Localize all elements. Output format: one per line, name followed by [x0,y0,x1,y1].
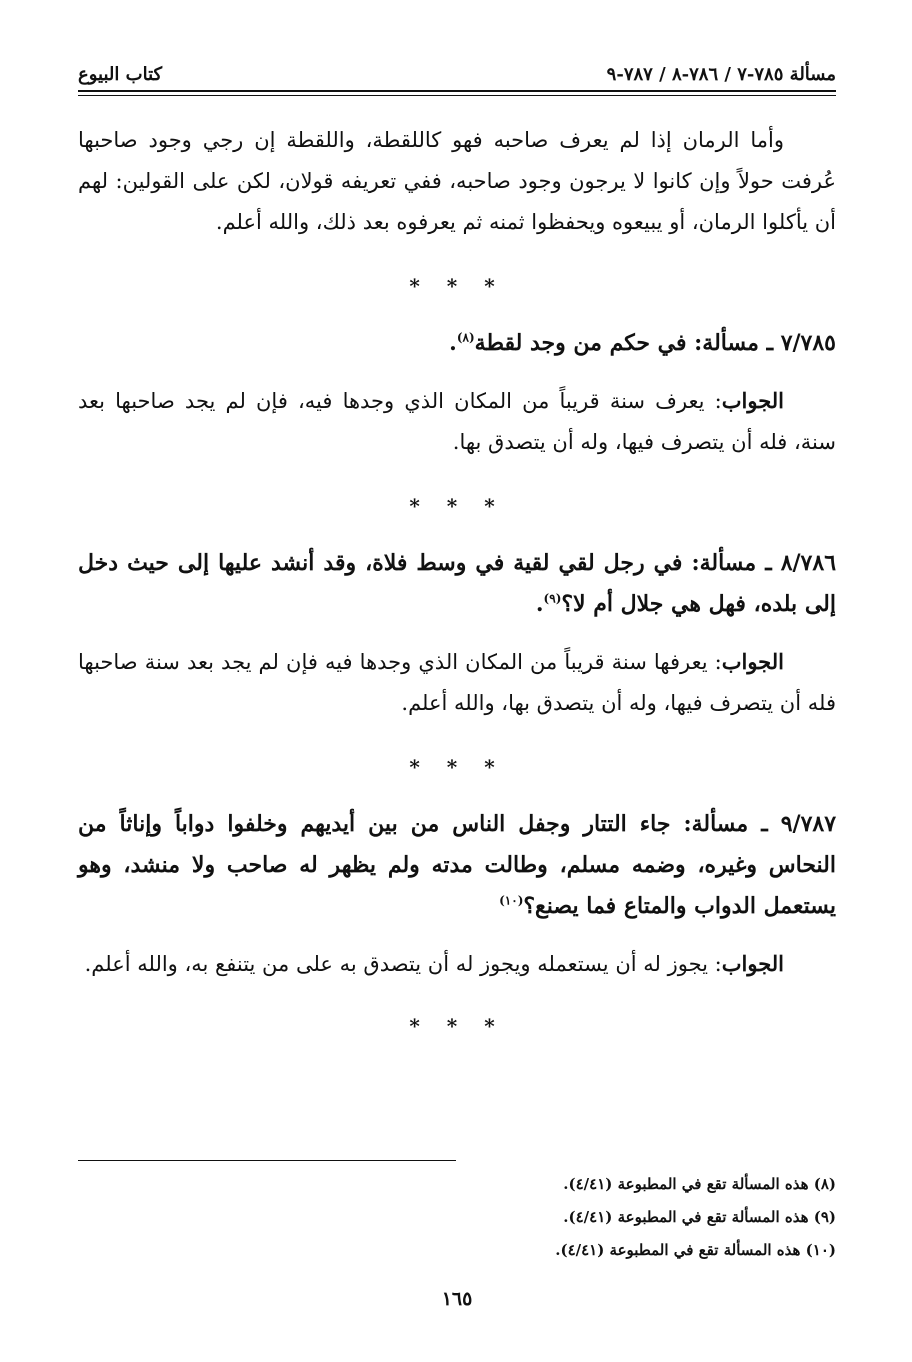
question-label: مسألة [691,811,749,837]
answer-785: الجواب: يعرف سنة قريباً من المكان الذي وجدها فيه، فإن لم يجد صاحبها بعد سنة، فله أن يتصرف فيها، وله أن يتصدق بها. [78,388,836,454]
answer-text: يعرف سنة قريباً من المكان الذي وجدها فيه، فإن لم يجد صاحبها بعد سنة، فله أن يتصرف فيها، وله أن يتصدق بها. [78,389,836,454]
answer-label: الجواب [721,649,784,674]
answer-text: يجوز له أن يستعمله ويجوز له أن يتصدق به على من يتنفع به، والله أعلم. [84,952,708,976]
footnotes [78,1168,836,1267]
section-separator: * * * [409,755,505,779]
intro-paragraph: وأما الرمان إذا لم يعرف صاحبه فهو كاللقطة، واللقطة إن رجي وجود صاحبها عُرفت حولاً وإن كانوا لا يرجون وجود صاحبه، ففي تعريفه قولان، لكن على القولين: لهم أن يأكلوا الرمان، أو يبيعوه ويحفظوا ثمنه ثم يعرفوه بعد ذلك، والله أعلم. [78,128,836,234]
question-785: ٧/٧٨٥ ـ مسألة: في حكم من وجد لقطة$^{(٨)}$. [449,330,836,356]
question-text: جاء التتار وجفل الناس من بين أيديهم وخلفوا دواباً وإناثاً من النحاس وغيره، وضمه مسلم، وطالت مدته ولم يظهر له صاحب ولا منشد، وهو يستعمل الدواب والمتاع فما يصنع؟ [78,811,836,919]
answer-label: الجواب [721,388,784,413]
section-separator: * * * [409,1014,505,1038]
answer-text: يعرفها سنة قريباً من المكان الذي وجدها فيه فإن لم يجد بعد سنة صاحبها فله أن يتصرف فيها، وله أن يتصدق بها، والله أعلم. [78,650,836,715]
running-head-issues: مسألة ٧٨٥-٧ / ٧٨٦-٨ / ٧٨٧-٩ [606,63,836,85]
question-text: في رجل لقي لقية في وسط فلاة، وقد أنشد عليها إلى حيث دخل إلى بلده، فهل هي جلال أم لا؟ [78,550,836,617]
question-787: ٩/٧٨٧ ـ مسألة: جاء التتار وجفل الناس من بين أيديهم وخلفوا دواباً وإناثاً من النحاس وغيره، وضمه مسلم، وطالت مدته ولم يظهر له صاحب ولا منشد، وهو يستعمل الدواب والمتاع فما يصنع؟$^{(١٠)}$ [78,811,837,919]
page-number: ١٦٥ [441,1288,473,1310]
question-number: ٩/٧٨٧ [780,811,837,837]
question-label: مسألة [702,330,759,356]
footnote-rule [78,1160,456,1161]
answer-787: الجواب: يجوز له أن يستعمله ويجوز له أن يتصدق به على من يتنفع به، والله أعلم. [84,951,784,976]
header-rule-thin [78,95,836,96]
footnote-ref: (٩) [543,591,562,606]
footnote-9: (٩) هذه المسألة تقع في المطبوعة (٤/٤١). [563,1208,836,1226]
question-text: في حكم من وجد لقطة [474,330,687,356]
answer-label: الجواب [721,951,784,976]
main-text [78,120,836,1041]
book-page [78,52,836,1342]
footnote-ref: (١٠) [499,893,524,908]
question-number: ٨/٧٨٦ [780,550,837,576]
footnote-10: (١٠) هذه المسألة تقع في المطبوعة (٤/٤١). [555,1241,836,1259]
question-label: مسألة [699,550,757,576]
header-rule-thick [78,90,836,92]
question-786: ٨/٧٨٦ ـ مسألة: في رجل لقي لقية في وسط فلاة، وقد أنشد عليها إلى حيث دخل إلى بلده، فهل هي جلال أم لا؟$^{(٩)}$. [78,550,837,617]
running-head-book-title: كتاب البيوع [78,63,163,85]
footnote-8: (٨) هذه المسألة تقع في المطبوعة (٤/٤١). [563,1175,836,1193]
question-number: ٧/٧٨٥ [780,330,836,356]
section-separator: * * * [409,494,505,518]
section-separator: * * * [409,274,505,298]
footnote-ref: (٨) [456,330,475,345]
running-head [78,60,836,88]
answer-786: الجواب: يعرفها سنة قريباً من المكان الذي وجدها فيه فإن لم يجد بعد سنة صاحبها فله أن يتصرف فيها، وله أن يتصدق بها، والله أعلم. [78,649,836,715]
